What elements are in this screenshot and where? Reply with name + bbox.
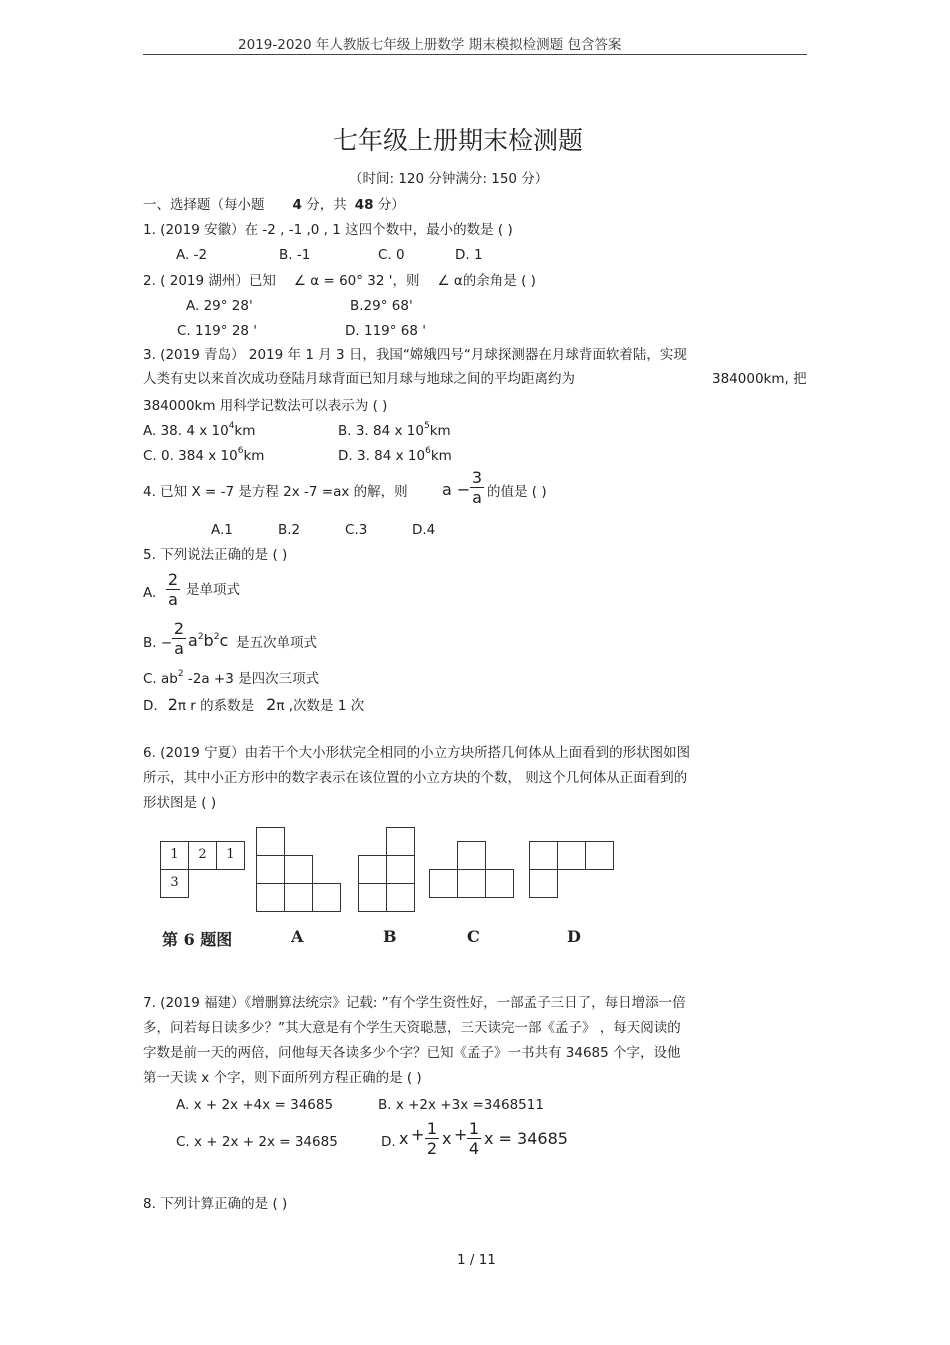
q7-line-1: 7. (2019 福建）《增删算法统宗》记载: ”有个学生资性好，一部孟子三日了，每日增添一倍 [143,995,686,1011]
q6-line-3: 形状图是 ( ) [143,795,217,811]
q5-option-c: C. $ab^2$ -2a +3 是四次三项式 [143,669,320,687]
figure-caption: 第 6 题图 [162,930,233,949]
q7-option-b: B. x +2x +3x =3468511 [378,1097,544,1113]
q5-stem: 5. 下列说法正确的是 ( ) [143,547,288,563]
figure-d-cube [585,841,614,870]
q7-line-2: 多，问若每日读多少？”其大意是有个学生天资聪慧，三天读完一部《孟子》 ，每天阅读的 [143,1020,681,1036]
q5-option-d: D. 2π r 的系数是 2π ,次数是 1 次 [143,695,365,714]
q2-option-b: B.29° 68' [350,298,413,314]
q8-stem: 8. 下列计算正确的是 ( ) [143,1196,288,1212]
figure-b-cube [386,827,415,856]
q1-option-d: D. 1 [455,247,483,263]
q2-option-d: D. 119° 68 ' [345,323,426,339]
figure-a-cube [256,827,285,856]
q6-line-2: 所示，其中小正方形中的数字表示在该位置的小立方块的个数， 则这个几何体从正面看到的 [143,770,688,786]
q3-option-d: D. 3. 84 x $10^6km$ [338,446,452,464]
figure-label-b: B [383,927,397,946]
page-number: 1 / 11 [457,1252,496,1268]
q5-option-a-fraction: 2 a [167,570,179,609]
figure-a-cube [256,883,285,912]
q7-option-d-plus-2: + [454,1125,468,1144]
q7-option-d-label: D. [381,1134,396,1150]
q4-option-c: C.3 [345,522,368,538]
figure-b-cube [358,855,387,884]
figure-label-c: C [467,927,480,946]
figure-b-cube [386,855,415,884]
q7-line-4: 第一天读 x 个字，则下面所列方程正确的是 ( ) [143,1070,422,1086]
q5-option-b-monomial: $a^2b^2c$ [188,631,229,650]
q5-option-a-text: 是单项式 [186,582,240,598]
figure-a-cube [312,883,341,912]
page-title: 七年级上册期末检测题 [333,126,584,155]
q1-option-c: C. 0 [378,247,405,263]
q4-expression: a − [442,480,471,499]
figure-b-cube [358,883,387,912]
q5-option-b-text: 是五次单项式 [236,635,317,651]
q1-stem: 1. (2019 安徽）在 -2 , -1 ,0 , 1 这四个数中，最小的数是 ( ) [143,222,513,238]
grid-cell: 1 [160,841,189,870]
figure-c-cube [429,869,458,898]
q2-option-c: C. 119° 28 ' [177,323,257,339]
exam-info: （时间: 120 分钟满分: 150 分） [349,171,549,187]
q2-stem: 2. ( 2019 湖州）已知 ∠ α = 60° 32 '，则 ∠ α的余角是 ( ) [143,273,536,289]
figure-d-cube [557,841,586,870]
grid-cell: 2 [188,841,217,870]
header-rule [143,54,807,55]
figure-c-cube [457,841,486,870]
q7-option-d-plus: + [411,1125,425,1144]
figure-c-cube [485,869,514,898]
q2-option-a: A. 29° 28' [186,298,253,314]
q1-option-a: A. -2 [176,247,208,263]
q7-option-d-x: x [399,1129,409,1148]
figure-d-cube [529,869,558,898]
q3-option-b: B. 3. 84 x $10^5km$ [338,421,451,439]
figure-label-a: A [291,927,304,946]
q7-option-d-fraction-1: 1 2 [426,1119,438,1158]
q3-option-a: A. 38. 4 x $10^4km$ [143,421,256,439]
q5-option-a-label: A. [143,585,157,601]
q3-line-3: 384000km 用科学记数法可以表示为 ( ) [143,398,388,414]
q3-option-c: C. 0. 384 x $10^6km$ [143,446,265,464]
running-header: 2019-2020 年人教版七年级上册数学 期末模拟检测题 包含答案 [238,37,622,53]
figure-d-cube [529,841,558,870]
q4-fraction: 3 a [471,468,483,507]
q4-option-d: D.4 [412,522,436,538]
q6-line-1: 6. (2019 宁夏）由若干个大小形状完全相同的小立方块所搭几何体从上面看到的形状图如图 [143,745,691,761]
q7-line-3: 字数是前一天的两倍，问他每天各读多少个字？已知《孟子》一书共有 34685 个字，设他 [143,1045,681,1061]
figure-c-cube [457,869,486,898]
q4-option-b: B.2 [278,522,301,538]
q3-line-2-end: 384000km, 把 [712,371,807,387]
q7-option-d-x2: x [442,1129,452,1148]
figure-a-cube [284,855,313,884]
q7-option-c: C. x + 2x + 2x = 34685 [176,1134,338,1150]
section-heading: 一、选择题（每小题 4 分，共 48 分） [143,197,405,213]
grid-cell: 1 [216,841,245,870]
figure-label-d: D [567,927,581,946]
q5-option-b-label: B. − [143,635,173,651]
q4-option-a: A.1 [211,522,233,538]
figure-a-cube [256,855,285,884]
q7-option-d-tail: x = 34685 [484,1129,568,1148]
q5-option-b-fraction: 2 a [173,619,185,658]
q4-stem-end: 的值是 ( ) [487,484,547,500]
q4-stem: 4. 已知 X = -7 是方程 2x -7 =ax 的解，则 [143,484,408,500]
grid-cell: 3 [160,869,189,898]
figure-a-cube [284,883,313,912]
figure-b-cube [386,883,415,912]
q7-option-d-fraction-2: 1 4 [468,1119,480,1158]
q1-option-b: B. -1 [279,247,311,263]
q3-line-1: 3. (2019 青岛） 2019 年 1 月 3 日，我国“嫦娥四号“月球探测器在月球背面软着陆，实现 [143,347,687,363]
q3-line-2: 人类有史以来首次成功登陆月球背面已知月球与地球之间的平均距离约为 [143,371,575,387]
q7-option-a: A. x + 2x +4x = 34685 [176,1097,334,1113]
